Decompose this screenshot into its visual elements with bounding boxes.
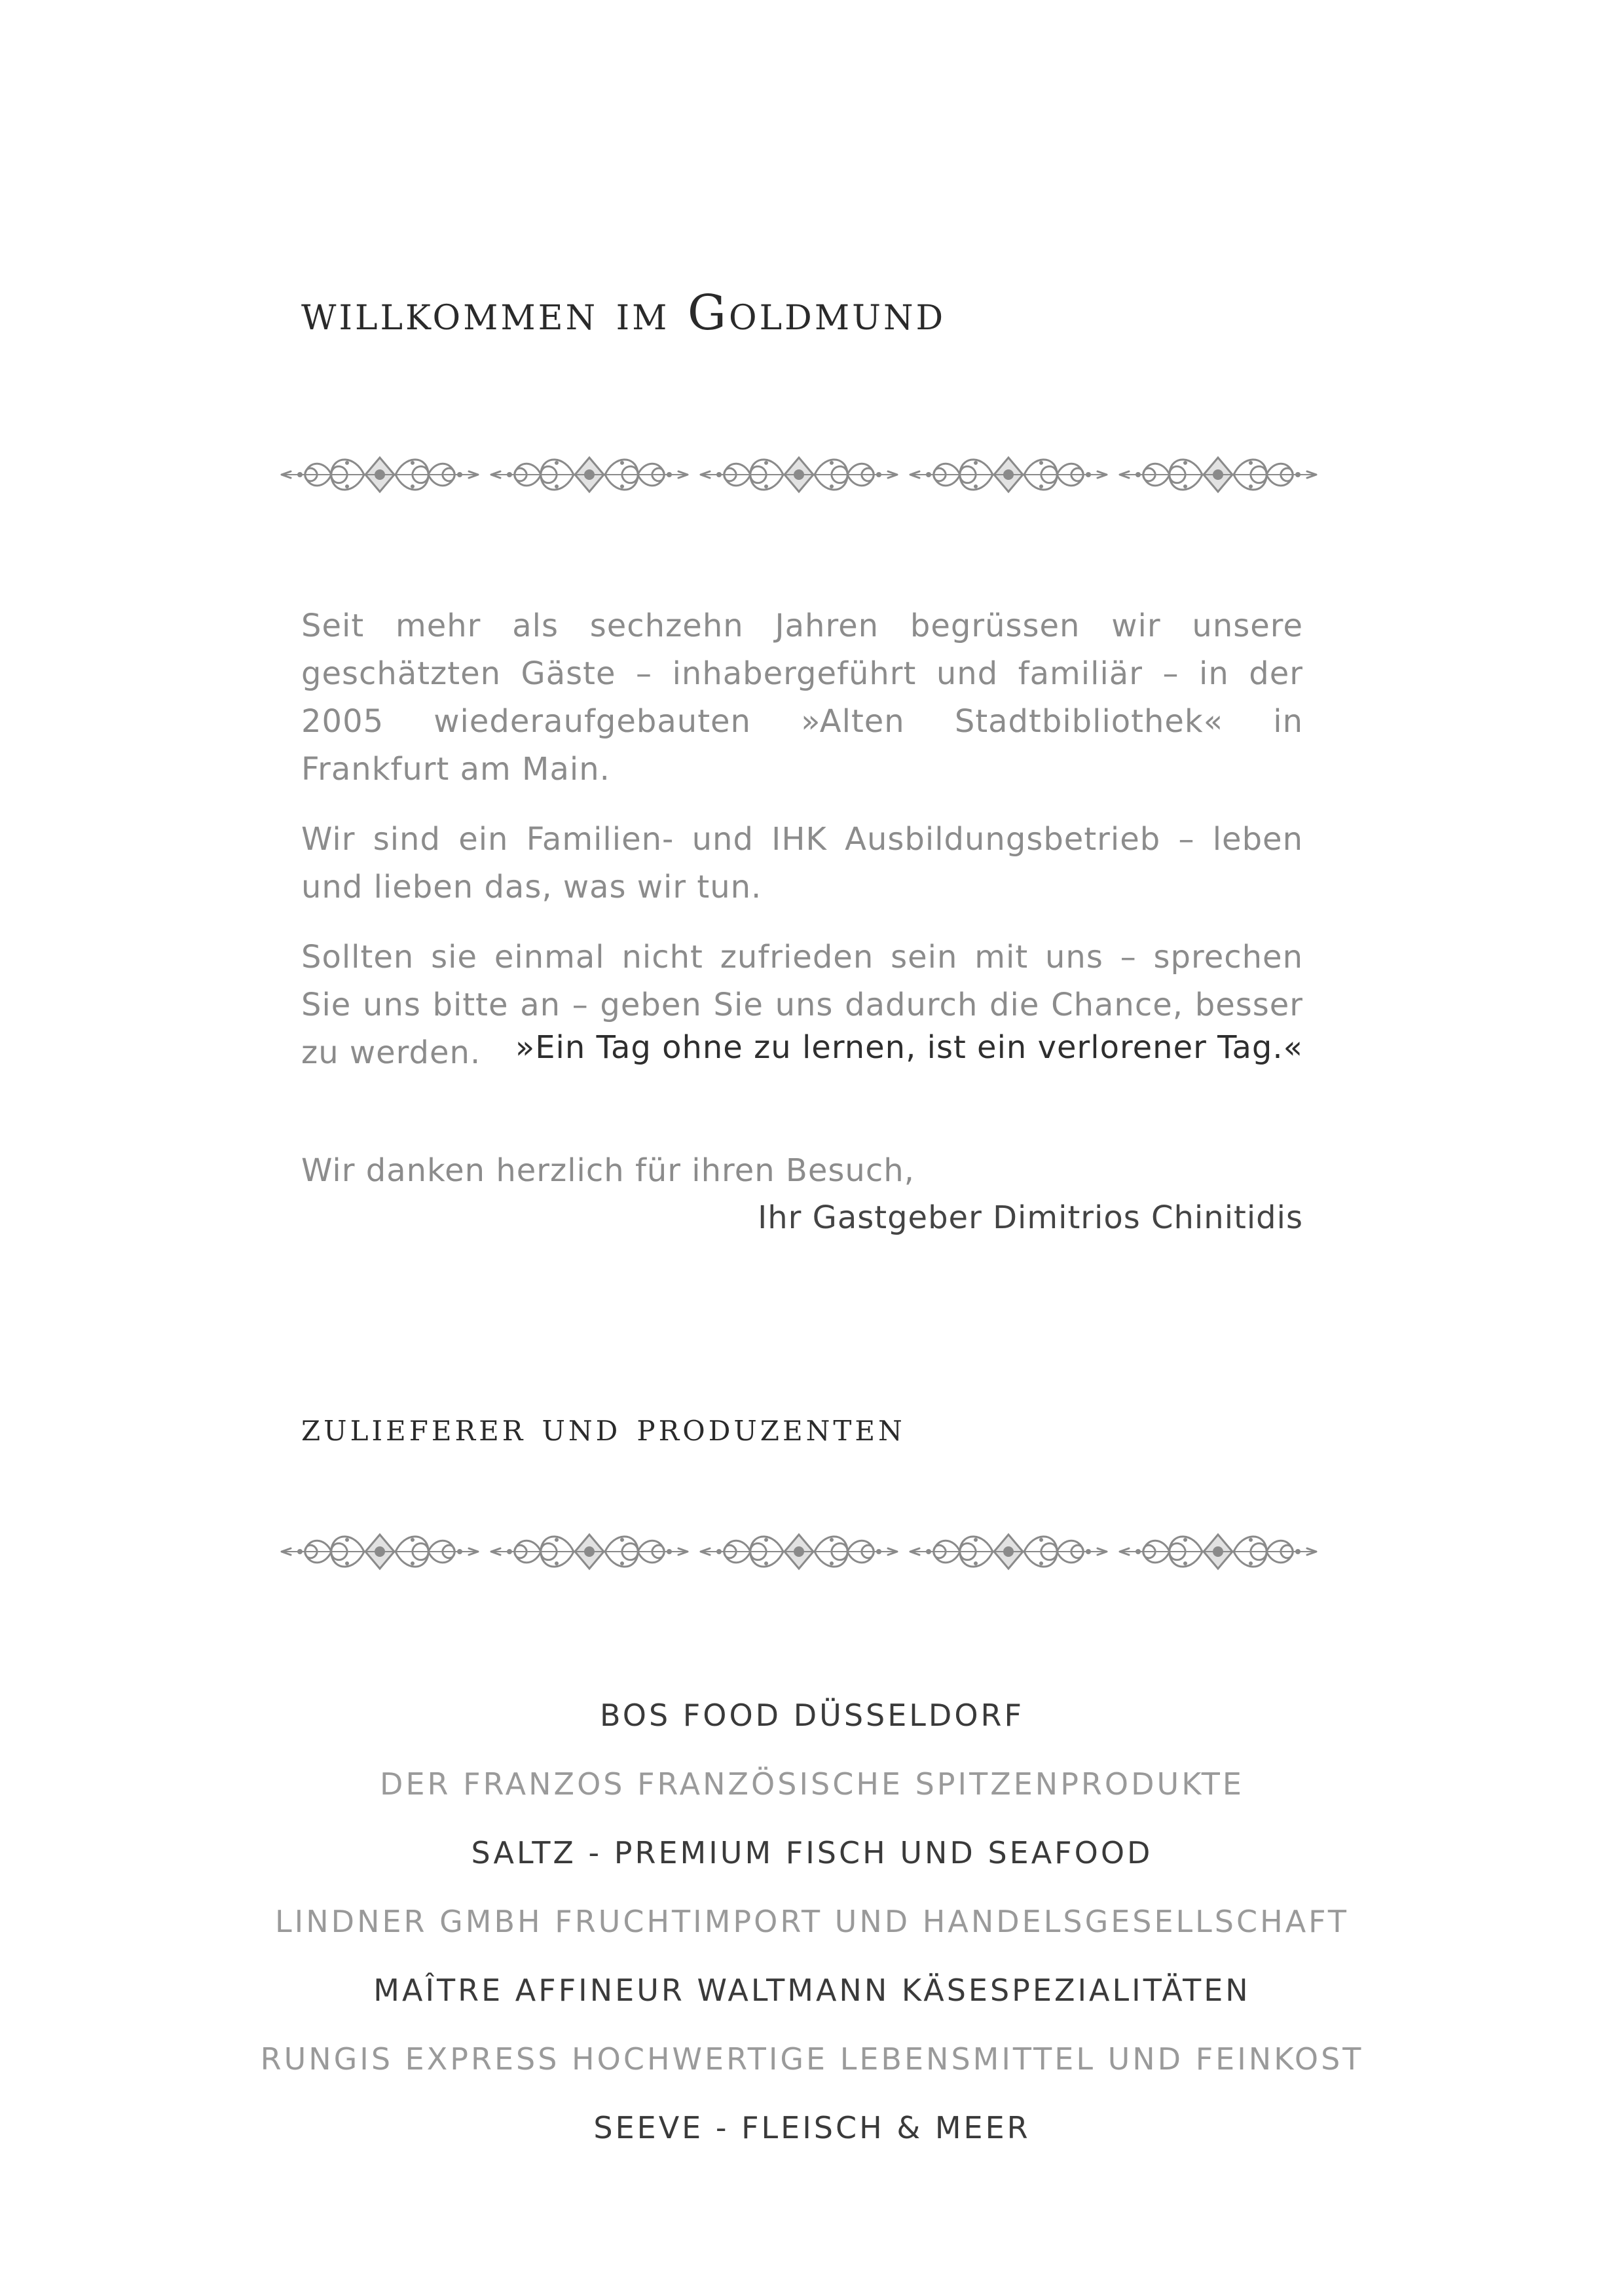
welcome-paragraph-3: Sollten sie einmal nicht zufrieden sein mit uns – sprechen Sie uns bitte an – geben Sie uns dadurch die Chance, besser zu werden. bbox=[301, 939, 1303, 1071]
thanks-line: Wir danken herzlich für ihren Besuch, bbox=[301, 1152, 915, 1189]
ornament-divider-bottom bbox=[275, 1522, 1323, 1581]
flourish-ornament-icon bbox=[910, 458, 1107, 492]
motto-quote: »Ein Tag ohne zu lernen, ist ein verlorener Tag.« bbox=[515, 1029, 1303, 1066]
welcome-paragraph-1: Seit mehr als sechzehn Jahren begrüssen wir unsere geschätzten Gäste – inhabergeführt und familiär – in der 2005 wiederaufgebauten »Alten Stadtbibliothek« in Frankfurt am Main. bbox=[301, 608, 1303, 788]
host-signature: Ihr Gastgeber Dimitrios Chinitidis bbox=[758, 1199, 1303, 1236]
ornament-divider-top bbox=[275, 445, 1323, 504]
flourish-ornament-icon bbox=[282, 1535, 478, 1569]
flourish-ornament-icon bbox=[1120, 458, 1316, 492]
flourish-ornament-icon bbox=[491, 1535, 688, 1569]
welcome-text bbox=[301, 602, 1303, 1099]
supplier-item: BOS FOOD DÜSSELDORF bbox=[600, 1698, 1024, 1733]
supplier-item: RUNGIS EXPRESS HOCHWERTIGE LEBENSMITTEL UND FEINKOST bbox=[260, 2041, 1364, 2077]
supplier-item: SEEVE - FLEISCH & MEER bbox=[593, 2110, 1031, 2145]
welcome-paragraph-2: Wir sind ein Familien- und IHK Ausbildungsbetrieb – leben und lieben das, was wir tun. bbox=[301, 821, 1303, 905]
supplier-item: LINDNER GMBH FRUCHTIMPORT UND HANDELSGESELLSCHAFT bbox=[275, 1904, 1349, 1939]
flourish-ornament-icon bbox=[491, 458, 688, 492]
flourish-ornament-icon bbox=[701, 458, 897, 492]
supplier-item: MAÎTRE AFFINEUR WALTMANN KÄSESPEZIALITÄTEN bbox=[373, 1973, 1251, 2008]
welcome-heading: willkommen im Goldmund bbox=[301, 285, 946, 341]
supplier-item: SALTZ - PREMIUM FISCH UND SEAFOOD bbox=[471, 1835, 1153, 1870]
supplier-list bbox=[223, 1681, 1401, 2162]
suppliers-heading: zulieferer und produzenten bbox=[301, 1404, 906, 1450]
supplier-item: DER FRANZOS FRANZÖSISCHE SPITZENPRODUKTE bbox=[380, 1766, 1244, 1802]
flourish-ornament-icon bbox=[1120, 1535, 1316, 1569]
flourish-ornament-icon bbox=[282, 458, 478, 492]
flourish-ornament-icon bbox=[910, 1535, 1107, 1569]
flourish-ornament-icon bbox=[701, 1535, 897, 1569]
